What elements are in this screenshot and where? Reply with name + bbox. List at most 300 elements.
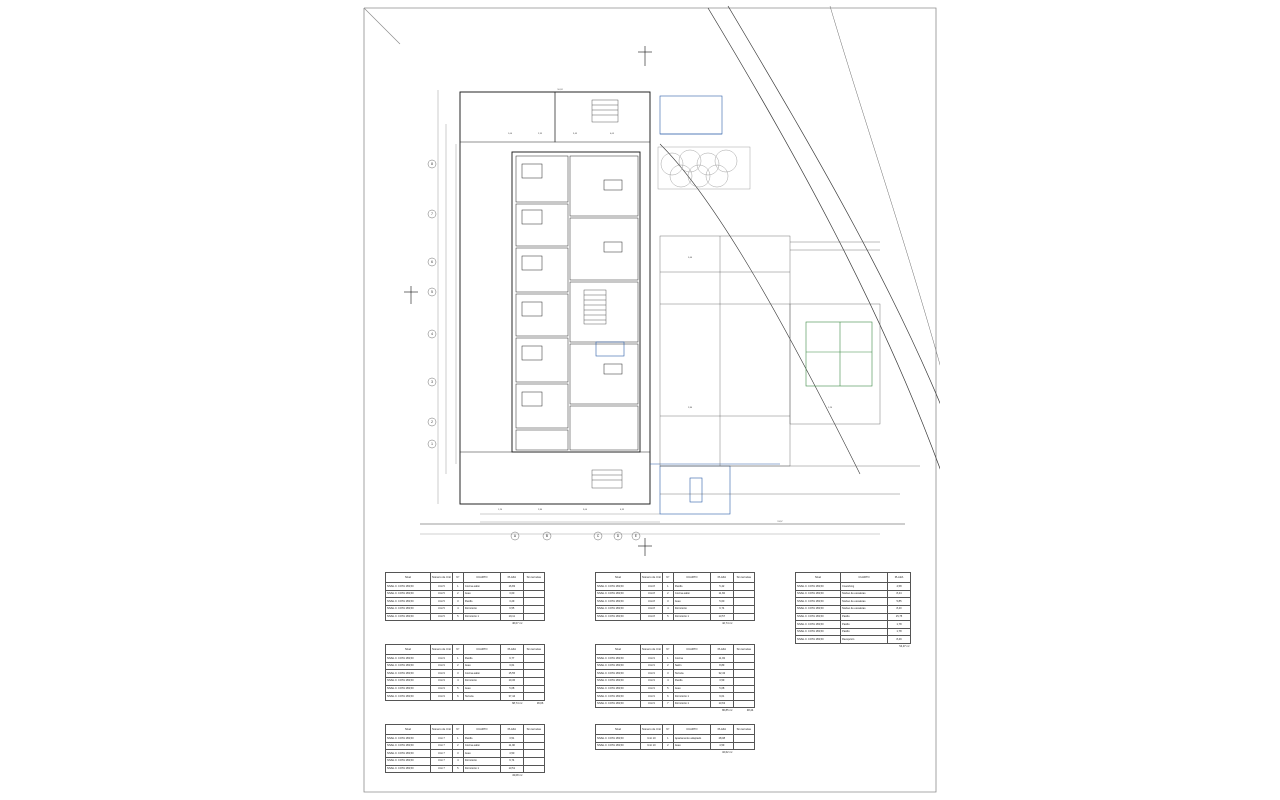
table-cell [733,677,754,685]
table-cell [523,757,544,765]
table-cell [733,655,754,663]
table-cell: Apartamento adaptado [673,735,710,743]
svg-text:3: 3 [431,380,433,384]
table-cell: Dormitorio 1 [673,693,710,701]
table-row [596,677,755,685]
svg-text:3,00: 3,00 [582,509,588,511]
table-col1-block2 [385,644,545,706]
table-cell: 3 [452,598,463,606]
table-cell: Unit 9 [641,677,663,685]
table-cell: 19,11 [500,613,523,621]
table-cell: Salón [673,662,710,670]
table-cell: NIVEL 0. COTA 183,50 [386,685,431,693]
svg-text:6,35: 6,35 [619,509,625,511]
th-sin: Sin terrazas [523,573,544,583]
table-cell: NIVEL 0. COTA 183,50 [596,662,641,670]
table-cell: NIVEL 0. COTA 183,50 [386,757,431,765]
table-cell: NIVEL 0. COTA 183,50 [796,636,841,644]
schedule-table [595,724,755,755]
schedule-table [385,724,545,778]
svg-text:E: E [634,534,638,538]
th-n: Nº [662,645,673,655]
table-cell [733,605,754,613]
table-cell: Dormitorio 1 [673,700,710,708]
table-cell: Terraza [673,670,710,678]
table-cell: 4,59 [710,742,733,750]
th-n: Nº [452,725,463,735]
svg-text:1,20: 1,20 [827,407,833,409]
svg-text:7: 7 [431,212,433,216]
table-cell: NIVEL 0. COTA 183,50 [386,735,431,743]
table-cell [733,700,754,708]
th-cuarto: CUARTO [463,645,500,655]
table-cell: NIVEL 0. COTA 183,50 [386,598,431,606]
table-row [796,628,911,636]
table-cell: NIVEL 0. COTA 183,50 [386,583,431,591]
table-cell [523,735,544,743]
th-sin: Sin terrazas [733,645,754,655]
table-col2-block3 [595,724,755,755]
table-cell: NIVEL 0. COTA 183,50 [596,605,641,613]
table-cell: Aseo [673,742,710,750]
table-total: 43,08 m² [500,773,523,779]
table-row [796,590,911,598]
th-sin: Sin terrazas [523,725,544,735]
table-cell: 2 [662,590,673,598]
table-cell: NIVEL 0. COTA 183,50 [796,628,841,636]
table-cell: 3 [662,670,673,678]
table-cell: Unit 7 [431,742,453,750]
table-cell: Unit 9 [431,662,453,670]
schedule-table [595,572,755,626]
svg-text:4: 4 [431,332,433,336]
table-cell [523,613,544,621]
th-plaza: PLAZA [500,645,523,655]
table-cell: Unit 5 [431,583,453,591]
th-unit: Número de Unit [431,573,453,583]
table-cell: NIVEL 0. COTA 183,50 [386,742,431,750]
table-row [796,583,911,591]
table-cell: Coworking [841,583,888,591]
th-nivel: Nivel [386,725,431,735]
table-cell: Núcleo de escaleras [841,598,888,606]
svg-text:10,24: 10,24 [557,89,563,91]
th-cuarto: CUARTO [673,573,710,583]
table-cell: Unit 5 [431,605,453,613]
table-cell: 2 [452,742,463,750]
table-cell: 3,51 [500,735,523,743]
table-cell [523,655,544,663]
table-cell [733,735,754,743]
table-cell: 13,57 [710,613,733,621]
table-total: 46,07 m² [500,621,523,627]
table-cell: 6 [452,693,463,701]
table-cell: 9,77 [500,655,523,663]
table-cell: 7 [662,700,673,708]
table-cell: 4 [662,677,673,685]
table-cell: NIVEL 0. COTA 183,50 [386,693,431,701]
table-total: 80,85 m² [710,708,733,714]
table-cell [523,765,544,773]
svg-text:2,80: 2,80 [687,407,693,409]
table-row [596,613,755,621]
table-cell: Unit 10 [641,735,663,743]
th-sin: Sin terrazas [733,725,754,735]
table-row [386,757,545,765]
svg-text:5,60: 5,60 [687,257,693,259]
table-cell: NIVEL 0. COTA 183,50 [796,605,841,613]
table-cell: Unit 9 [431,677,453,685]
table-cell [523,605,544,613]
svg-text:B: B [545,534,549,538]
table-total: 68,74 m² [500,700,523,706]
table-cell: NIVEL 0. COTA 183,50 [796,613,841,621]
table-cell [523,590,544,598]
table-cell: 1,78 [888,628,911,636]
th-unit: Número de Unit [431,725,453,735]
table-row [386,590,545,598]
table-cell: 5 [452,613,463,621]
table-cell: Unit 5 [431,590,453,598]
table-cell [523,583,544,591]
table-cell: Núcleo de escaleras [841,590,888,598]
table-cell: NIVEL 0. COTA 183,50 [596,735,641,743]
table-cell: 16,83 [500,583,523,591]
th-nivel: Nivel [796,573,841,583]
table-cell [733,598,754,606]
table-cell: 5 [452,765,463,773]
th-n: Nº [662,725,673,735]
table-row [596,662,755,670]
table-row [386,750,545,758]
table-cell: Dormitorio 1 [673,613,710,621]
table-cell: Pasillo [463,598,500,606]
table-cell [523,670,544,678]
table-cell: Dormitorio [463,605,500,613]
table-cell [733,590,754,598]
table-cell: Unit 8 [641,613,663,621]
table-cell: Unit 8 [641,598,663,606]
th-unit: Número de Unit [641,573,663,583]
th-cuarto: CUARTO [673,645,710,655]
table-cell: Unit 9 [641,700,663,708]
table-total2: 48,44 [733,708,754,714]
table-cell: NIVEL 0. COTA 183,50 [596,685,641,693]
table-row [386,735,545,743]
table-cell: 3 [452,750,463,758]
svg-text:8: 8 [431,162,433,166]
th-nivel: Nivel [386,573,431,583]
th-n: Nº [452,645,463,655]
table-cell [523,598,544,606]
table-cell: NIVEL 0. COTA 183,50 [596,583,641,591]
th-nivel: Nivel [596,725,641,735]
svg-text:3,45: 3,45 [572,133,578,135]
table-row [796,613,911,621]
table-row [596,590,755,598]
table-cell: 8,44 [888,590,911,598]
table-total2: 36,66 [523,700,544,706]
table-cell: 2 [662,662,673,670]
table-cell: Cocina [673,655,710,663]
table-cell [733,670,754,678]
table-cell: 1,78 [888,621,911,629]
table-cell: 4 [452,677,463,685]
svg-text:1: 1 [431,442,433,446]
table-cell: 13,51 [500,765,523,773]
th-plaza: PLAZA [888,573,911,583]
table-cell: 3,61 [500,662,523,670]
table-row [386,765,545,773]
table-cell: 11,93 [710,655,733,663]
th-cuarto: CUARTO [463,573,500,583]
table-row [386,655,545,663]
table-cell: NIVEL 0. COTA 183,50 [386,605,431,613]
table-cell: 1 [662,655,673,663]
table-cell: Unit 5 [431,613,453,621]
schedule-table [385,572,545,626]
table-cell: NIVEL 0. COTA 183,50 [796,621,841,629]
svg-text:C: C [596,534,600,538]
table-cell: Unit 7 [431,765,453,773]
table-cell: 3 [452,670,463,678]
table-row [596,655,755,663]
table-cell: 5 [662,613,673,621]
table-cell [523,677,544,685]
table-total2 [733,621,754,627]
svg-text:6: 6 [431,260,433,264]
th-sin: Sin terrazas [523,645,544,655]
table-cell [733,662,754,670]
table-total2 [733,750,754,756]
th-n: Nº [662,573,673,583]
table-cell: 11,90 [500,742,523,750]
table-cell: Cocina-salón [463,742,500,750]
table-cell: NIVEL 0. COTA 183,50 [386,750,431,758]
th-unit: Número de Unit [641,645,663,655]
floor-plan-drawing [360,4,940,564]
table-cell: 5,85 [888,598,911,606]
table-total: 42,74 m² [710,621,733,627]
table-cell: 9,01 [710,693,733,701]
table-row [596,605,755,613]
th-cuarto: CUARTO [841,573,888,583]
table-row [386,662,545,670]
table-cell: 15,55 [500,670,523,678]
table-cell: 32,43 [710,670,733,678]
table-cell [523,742,544,750]
table-cell: 2 [452,662,463,670]
svg-text:A: A [513,534,517,538]
table-cell: 4,50 [500,750,523,758]
table-col2-block1 [595,572,755,626]
table-cell: 15,75 [888,613,911,621]
table-cell: Pasillo [673,583,710,591]
th-nivel: Nivel [596,645,641,655]
schedule-table [385,644,545,706]
table-row [596,742,755,750]
svg-text:2,35: 2,35 [537,133,543,135]
table-row [596,700,755,708]
table-cell: 4 [452,605,463,613]
table-col1-block3 [385,724,545,778]
table-cell: 9,74 [500,757,523,765]
th-plaza: PLAZA [710,645,733,655]
table-cell: 5,42 [710,583,733,591]
table-cell: Aseo [463,590,500,598]
table-row [596,693,755,701]
table-cell: 5,08 [710,685,733,693]
table-cell: 8,49 [888,636,911,644]
table-cell: NIVEL 0. COTA 183,50 [386,677,431,685]
th-cuarto: CUARTO [673,725,710,735]
table-cell: Pasillo [841,628,888,636]
table-cell: Cocina-salón [673,590,710,598]
table-cell: 9,74 [710,605,733,613]
table-cell: Unit 8 [641,590,663,598]
table-cell: 3 [662,598,673,606]
table-cell [523,750,544,758]
svg-text:13,57: 13,57 [777,521,783,523]
table-cell: Cocina-salón [463,583,500,591]
table-col1-block1 [385,572,545,626]
table-cell: 8,40 [888,605,911,613]
table-cell: Unit 9 [641,655,663,663]
table-cell [523,693,544,701]
table-cell: 5 [662,685,673,693]
th-unit: Número de Unit [641,725,663,735]
table-total2 [523,773,544,779]
table-cell: Dormitorio [673,605,710,613]
area-schedule-tables [385,572,930,797]
svg-text:5: 5 [431,290,433,294]
table-col3-common-areas [795,572,911,649]
table-cell: Unit 5 [431,598,453,606]
table-cell: 2 [452,590,463,598]
table-total: 54,37 m² [888,643,911,649]
table-cell [733,613,754,621]
table-cell: Pasillo [841,613,888,621]
table-cell: 13,63 [710,700,733,708]
table-cell: Terraza [463,693,500,701]
table-cell: 37,44 [500,693,523,701]
table-cell: NIVEL 0. COTA 183,50 [596,590,641,598]
table-cell: 1 [662,735,673,743]
svg-text:1,20: 1,20 [497,509,503,511]
table-cell: 4,58 [888,583,911,591]
th-nivel: Nivel [386,645,431,655]
table-row [596,583,755,591]
table-cell: Aseo [463,662,500,670]
table-cell: NIVEL 0. COTA 183,50 [596,670,641,678]
table-cell: 28,08 [710,735,733,743]
table-cell: 5,60 [710,598,733,606]
table-cell: 6 [662,693,673,701]
table-row [796,636,911,644]
table-row [386,583,545,591]
table-cell: NIVEL 0. COTA 183,50 [386,662,431,670]
table-cell: 2 [662,742,673,750]
table-cell: Unit 7 [431,750,453,758]
table-row [796,605,911,613]
th-sin: Sin terrazas [733,573,754,583]
table-cell: NIVEL 0. COTA 183,50 [596,700,641,708]
table-cell: NIVEL 0. COTA 183,50 [596,677,641,685]
table-cell: Dormitorio [463,757,500,765]
table-cell: 8,89 [710,662,733,670]
table-cell: Cocina-salón [463,670,500,678]
table-cell: NIVEL 0. COTA 183,50 [796,598,841,606]
th-plaza: PLAZA [500,725,523,735]
table-cell [733,685,754,693]
table-row [796,621,911,629]
table-cell [733,583,754,591]
table-cell: Unit 9 [431,655,453,663]
table-cell [523,685,544,693]
table-row [386,605,545,613]
th-plaza: PLAZA [710,725,733,735]
th-plaza: PLAZA [710,573,733,583]
table-row [386,742,545,750]
table-total2 [523,621,544,627]
table-cell: NIVEL 0. COTA 183,50 [596,693,641,701]
svg-text:1,00: 1,00 [507,133,513,135]
table-row [596,598,755,606]
schedule-table [595,644,755,713]
table-cell: Núcleo de escaleras [841,605,888,613]
table-cell: NIVEL 0. COTA 183,50 [386,765,431,773]
table-cell: 3,59 [710,677,733,685]
table-col2-block2 [595,644,755,713]
table-cell: NIVEL 0. COTA 183,50 [386,670,431,678]
table-cell: 1 [662,583,673,591]
table-total: 32,62 m² [710,750,733,756]
table-cell: Pasillo [673,677,710,685]
table-cell: NIVEL 0. COTA 183,50 [386,613,431,621]
table-cell: Unit 8 [641,605,663,613]
table-cell: NIVEL 0. COTA 183,50 [596,613,641,621]
table-cell: Unit 9 [431,693,453,701]
table-cell: 5,08 [500,685,523,693]
table-cell: 1 [452,583,463,591]
table-row [386,677,545,685]
th-nivel: Nivel [596,573,641,583]
th-n: Nº [452,573,463,583]
table-cell: 1 [452,735,463,743]
table-cell [523,662,544,670]
table-cell: Pasillo [463,735,500,743]
table-cell: NIVEL 0. COTA 183,50 [386,590,431,598]
table-cell: 10,36 [500,677,523,685]
table-row [596,670,755,678]
table-cell: Pasillo [841,621,888,629]
table-cell: Aseo [673,685,710,693]
table-cell: 9,55 [500,605,523,613]
svg-text:2: 2 [431,420,433,424]
svg-text:2,80: 2,80 [537,509,543,511]
table-row [386,613,545,621]
table-cell: Dormitorio 1 [463,613,500,621]
table-cell: Unit 9 [641,670,663,678]
table-cell: NIVEL 0. COTA 183,50 [796,590,841,598]
table-row [796,598,911,606]
table-cell: 5 [452,685,463,693]
table-cell: Unit 9 [641,693,663,701]
table-cell: NIVEL 0. COTA 183,50 [796,583,841,591]
table-cell: Unit 9 [431,685,453,693]
th-cuarto: CUARTO [463,725,500,735]
table-cell: Unit 7 [431,757,453,765]
